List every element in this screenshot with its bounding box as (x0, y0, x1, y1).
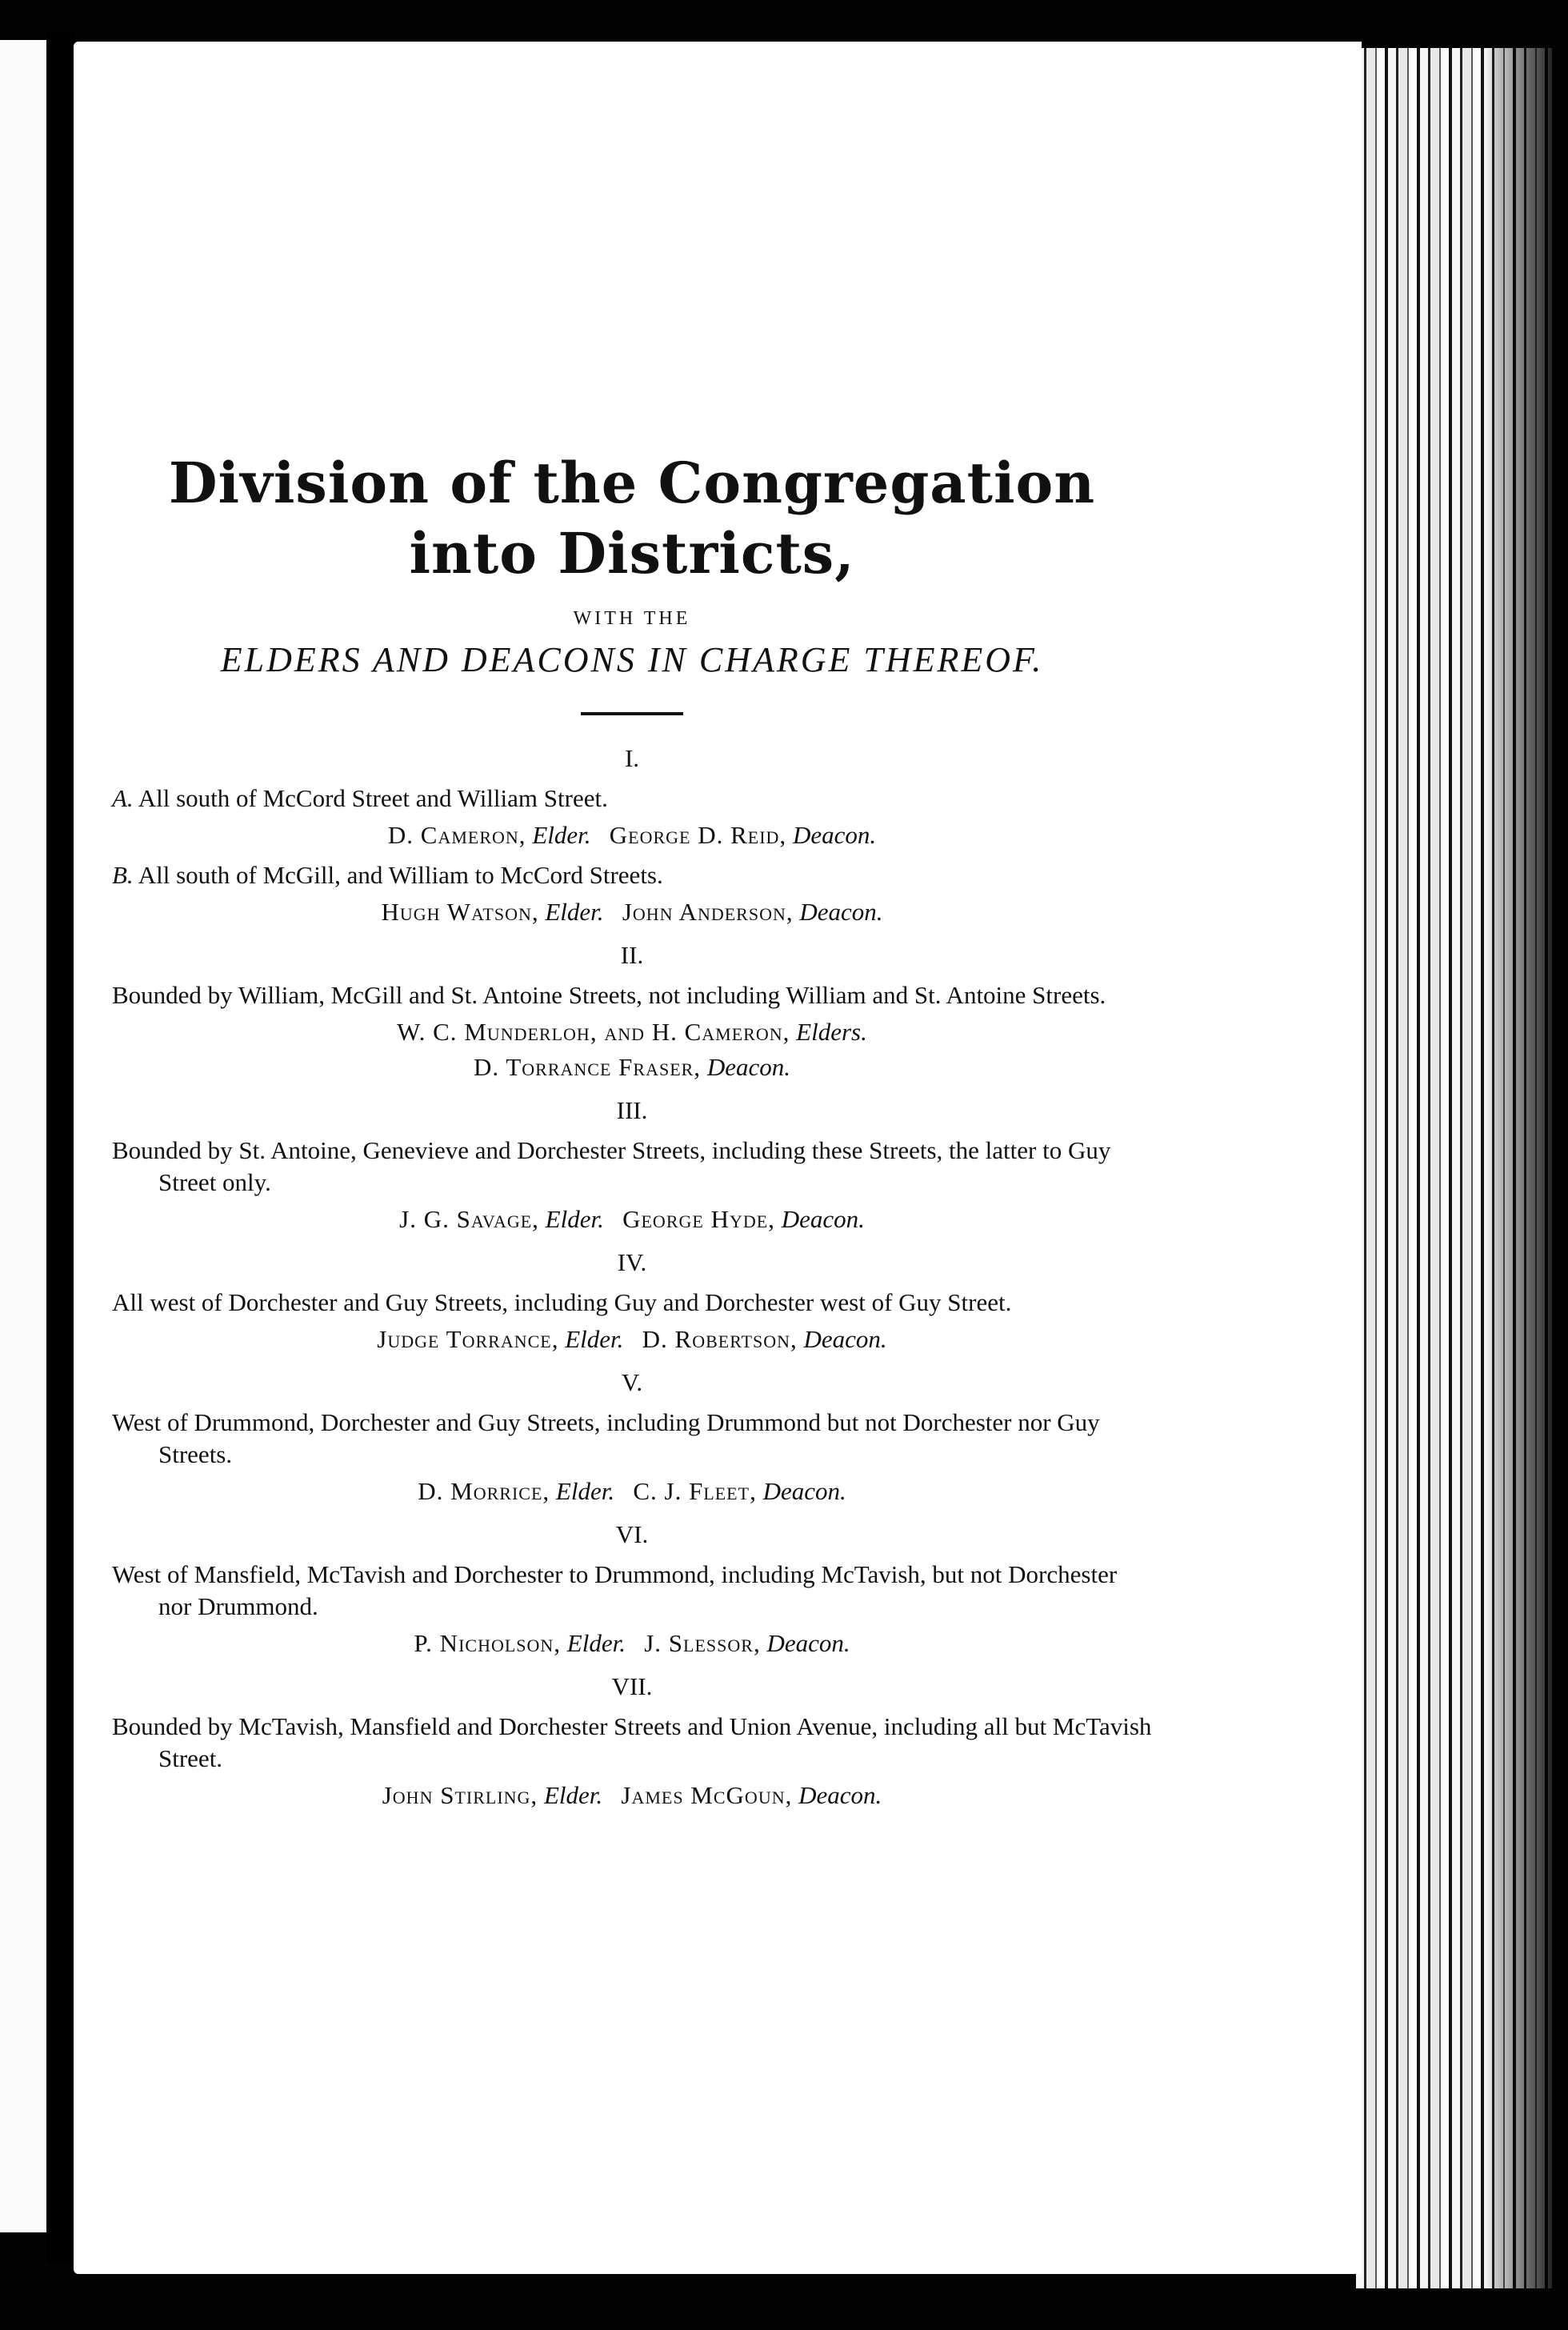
deacon-name: George D. Reid, (609, 821, 787, 849)
deacon-role: Deacon. (803, 1325, 887, 1353)
facing-page-edge (0, 40, 49, 2232)
district-4 (112, 1243, 1152, 1357)
district-officers (112, 1015, 1152, 1085)
deacon-role: Deacon. (706, 1053, 790, 1081)
district-1 (112, 739, 1152, 930)
deacon-role: Deacon. (792, 821, 877, 849)
page-subtitle: ELDERS AND DEACONS IN CHARGE THEREOF. (220, 640, 1044, 679)
district-description: West of Mansfield, McTavish and Dorchester to Drummond, including McTavish, but not Dorchester nor Drummond. (112, 1560, 1118, 1620)
district-description (112, 783, 1152, 815)
district-numeral: III. (616, 1096, 648, 1124)
page-title (112, 448, 1152, 589)
deacon-role: Deacon. (762, 1477, 846, 1505)
deacon-name: James McGoun, (621, 1781, 793, 1809)
elder-name: Judge Torrance, (377, 1325, 559, 1353)
elder-role: Elder. (545, 898, 604, 926)
deacon-role: Deacon. (781, 1205, 865, 1233)
deacon-name: George Hyde, (622, 1205, 775, 1233)
title-line-1: Division of the Congregation (168, 450, 1096, 516)
deacon-name: C. J. Fleet, (633, 1477, 757, 1505)
district-officers (112, 1626, 1152, 1661)
with-the-caption: WITH THE (573, 608, 691, 629)
sub-district-text: All south of McCord Street and William Street. (138, 784, 608, 812)
page-content (112, 448, 1152, 1820)
district-officers (112, 1474, 1152, 1509)
deacon-name: D. Torrance Fraser, (474, 1053, 702, 1081)
district-officers (112, 895, 1152, 930)
district-officers (112, 818, 1152, 853)
district-officers (112, 1202, 1152, 1237)
district-numeral: I. (624, 744, 640, 772)
district-numeral: IV. (617, 1248, 647, 1276)
district-officers (112, 1322, 1152, 1357)
elder-name: W. C. Munderloh, and H. Cameron, (397, 1018, 790, 1046)
district-description: Bounded by McTavish, Mansfield and Dorchester Streets and Union Avenue, including all but McTavish Street. (112, 1712, 1152, 1772)
district-description: Bounded by William, McGill and St. Antoine Streets, not including William and St. Antoine Streets. (112, 981, 1106, 1009)
elder-name: D. Morrice, (418, 1477, 550, 1505)
deacon-name: D. Robertson, (642, 1325, 798, 1353)
district-description: All west of Dorchester and Guy Streets, including Guy and Dorchester west of Guy Street. (112, 1288, 1012, 1316)
district-6 (112, 1515, 1152, 1661)
elder-name: P. Nicholson, (414, 1629, 562, 1657)
book-gutter (46, 32, 75, 2264)
district-3 (112, 1091, 1152, 1237)
sub-district-letter: A. (112, 784, 134, 812)
district-description: West of Drummond, Dorchester and Guy Streets, including Drummond but not Dorchester nor Guy Streets. (112, 1408, 1100, 1468)
deacon-role: Deacon. (799, 898, 883, 926)
elder-role: Elder. (565, 1325, 624, 1353)
district-5 (112, 1363, 1152, 1509)
elder-role: Elder. (566, 1629, 626, 1657)
elder-name: D. Cameron, (387, 821, 526, 849)
district-numeral: VII. (611, 1672, 653, 1700)
elder-role: Elder. (555, 1477, 615, 1505)
sub-district-letter: B. (112, 861, 134, 889)
elder-name: John Stirling, (382, 1781, 538, 1809)
district-officers (112, 1778, 1152, 1813)
elder-name: J. G. Savage, (399, 1205, 539, 1233)
district-7 (112, 1667, 1152, 1813)
district-numeral: VI. (615, 1520, 649, 1548)
elder-role: Elders. (796, 1018, 867, 1046)
deacon-name: John Anderson, (622, 898, 794, 926)
sub-district-text: All south of McGill, and William to McCord Streets. (138, 861, 663, 889)
elder-role: Elder. (532, 821, 591, 849)
district-description (112, 859, 1152, 891)
title-rule (581, 712, 683, 715)
district-2 (112, 936, 1152, 1085)
deacon-role: Deacon. (798, 1781, 882, 1809)
deacon-role: Deacon. (766, 1629, 850, 1657)
deacon-name: J. Slessor, (644, 1629, 761, 1657)
elder-role: Elder. (543, 1781, 603, 1809)
elder-name: Hugh Watson, (381, 898, 539, 926)
district-description: Bounded by St. Antoine, Genevieve and Dorchester Streets, including these Streets, the latter to Guy Street only. (112, 1136, 1111, 1196)
elder-role: Elder. (545, 1205, 604, 1233)
district-numeral: V. (621, 1368, 643, 1396)
fore-edge-shadow (1484, 48, 1552, 2288)
district-numeral: II. (620, 941, 644, 969)
title-line-2: into Districts, (409, 520, 855, 587)
